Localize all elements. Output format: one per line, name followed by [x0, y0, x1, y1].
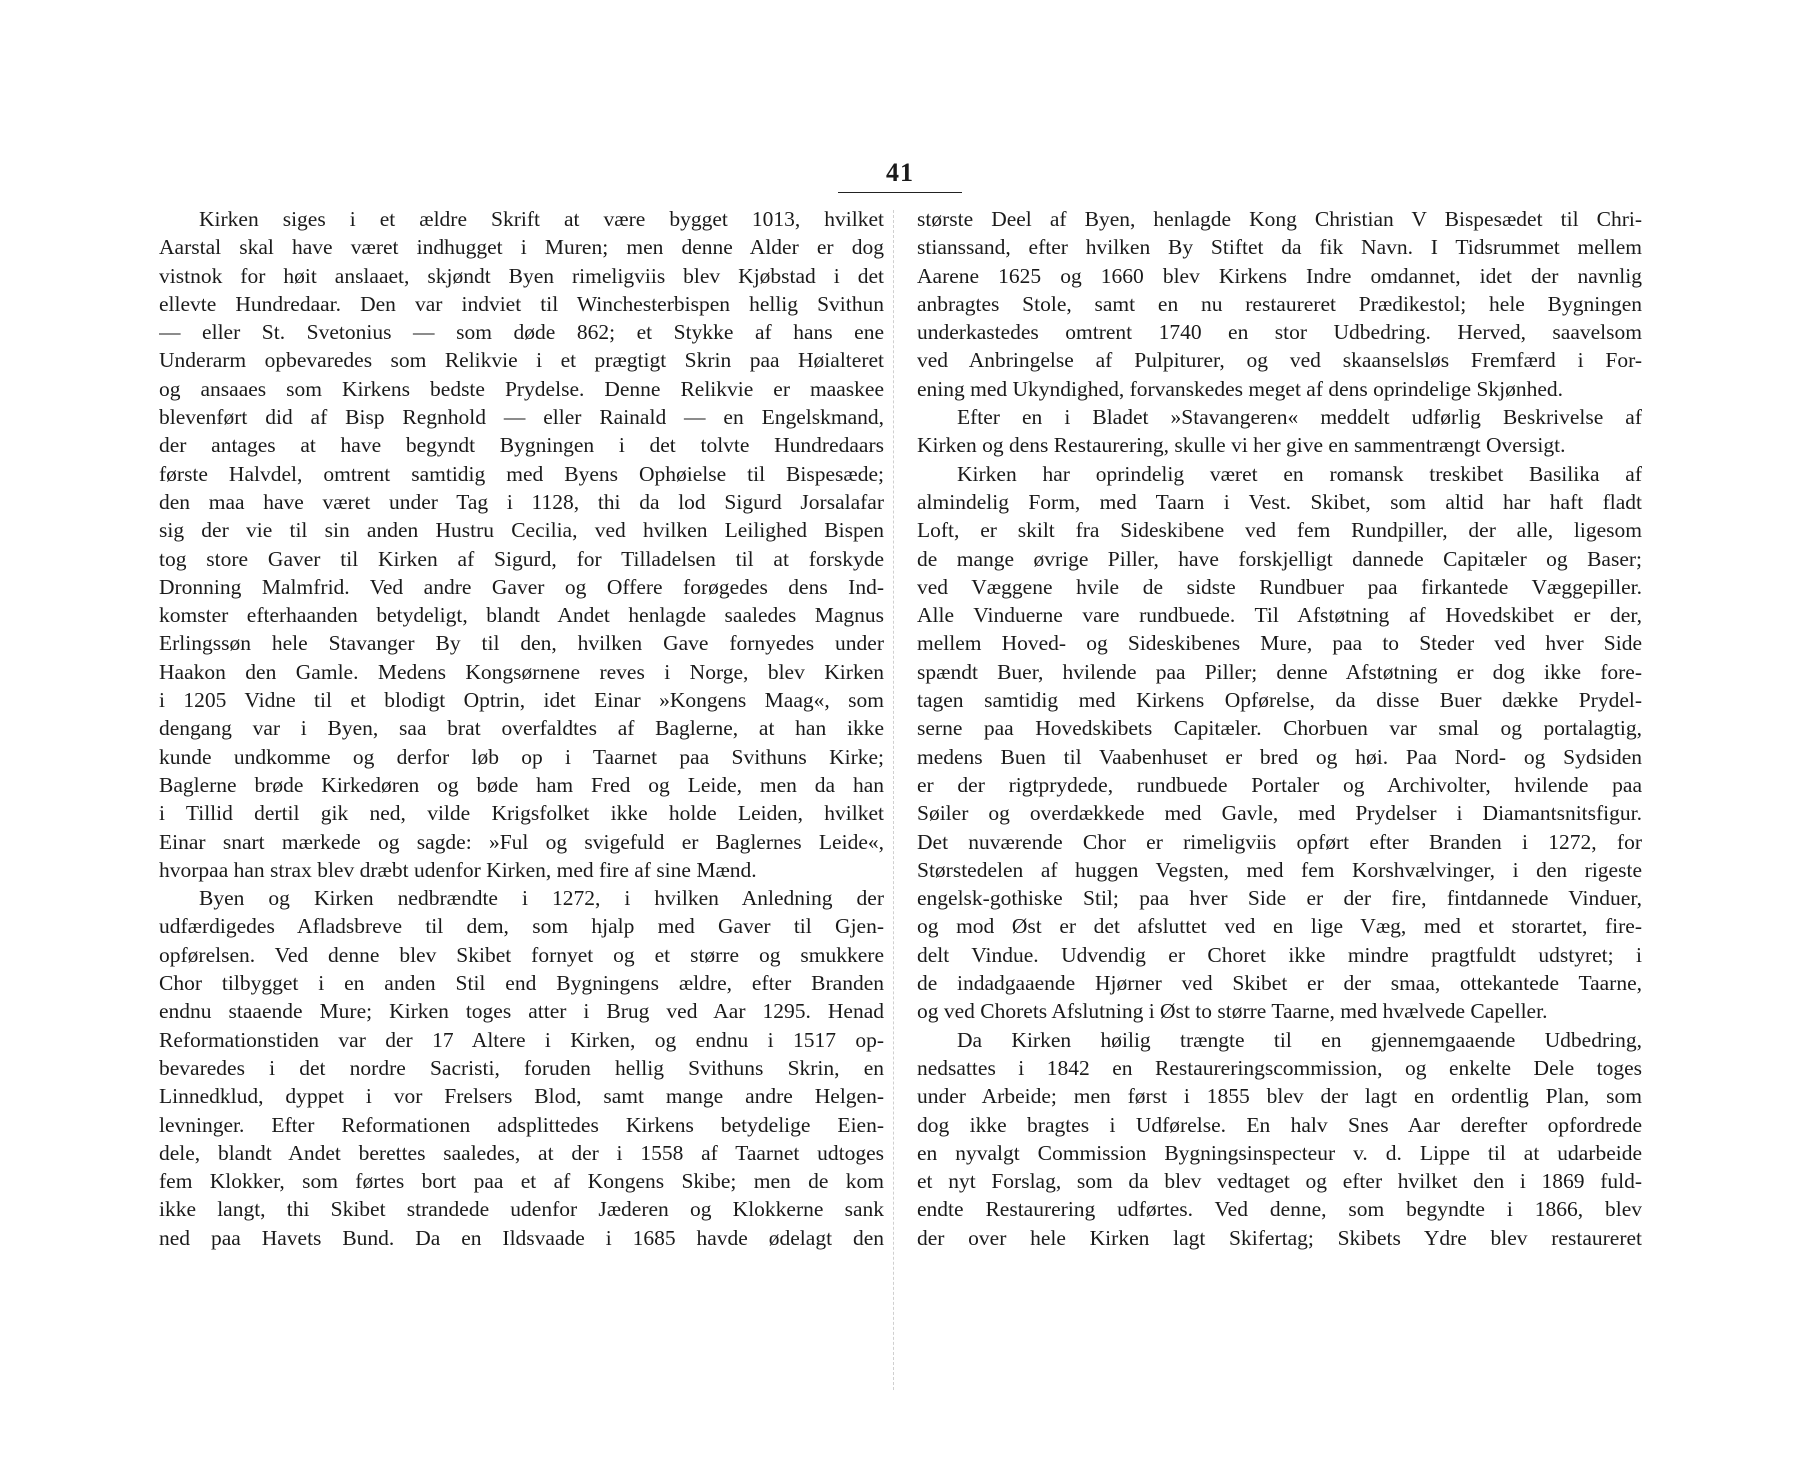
text-line: almindelig Form, med Taarn i Vest. Skibet, som altid har haft fladt: [917, 489, 1642, 514]
text-line: Kirken siges i et ældre Skrift at være bygget 1013, hvilket: [199, 207, 884, 231]
text-line: stianssand, efter hvilken By Stiftet da fik Navn. I Tidsrummet mellem: [917, 235, 1642, 260]
column-divider: [893, 210, 894, 1390]
text-line: delt Vindue. Udvendig er Choret ikke mindre pragtfuldt udstyret; i: [917, 942, 1642, 967]
left-text-column: [159, 205, 884, 1252]
text-line: og ved Chorets Afslutning i Øst to større Taarne, med hvælvede Capeller.: [917, 999, 1548, 1024]
text-line: den maa have været under Tag i 1128, thi da lod Sigurd Jorsalafar: [159, 489, 884, 514]
text-line: Kirken og dens Restaurering, skulle vi her give en sammentrængt Oversigt.: [917, 433, 1566, 458]
text-line: Det nuværende Chor er rimeligviis opført efter Branden i 1272, for: [917, 829, 1642, 854]
text-line: vistnok for høit anslaaet, skjøndt Byen rimeligviis blev Kjøbstad i det: [159, 263, 884, 288]
text-line: Søiler og overdækkede med Gavle, med Prydelser i Diamantsnitsfigur.: [917, 801, 1642, 826]
text-line: ikke langt, thi Skibet strandede udenfor Jæderen og Klokkerne sank: [159, 1197, 884, 1222]
text-line: spændt Buer, hvilende paa Piller; denne Afstøtning er dog ikke fore-: [917, 659, 1642, 684]
text-line: Byen og Kirken nedbrændte i 1272, i hvilken Anledning der: [199, 886, 884, 911]
text-line: medens Buen til Vaabenhuset er bred og høi. Paa Nord- og Sydsiden: [917, 744, 1642, 769]
text-line: tagen samtidig med Kirkens Opførelse, da disse Buer dække Prydel-: [917, 688, 1642, 713]
text-line: underkastedes omtrent 1740 en stor Udbedring. Herved, saavelsom: [917, 320, 1642, 345]
text-line: blevenført did af Bisp Regnhold — eller Rainald — en Engelskmand,: [159, 405, 884, 430]
text-line: Chor tilbygget i en anden Stil end Bygningens ældre, efter Branden: [159, 971, 884, 996]
text-line: Einar snart mærkede og sagde: »Ful og svigefuld er Baglernes Leide«,: [159, 829, 884, 854]
text-line: Underarm opbevaredes som Relikvie i et prægtigt Skrin paa Høialteret: [159, 348, 884, 373]
text-line: sig der vie til sin anden Hustru Cecilia, ved hvilken Leilighed Bispen: [159, 518, 884, 543]
text-line: ved Væggene hvile de sidste Rundbuer paa firkantede Væggepiller.: [917, 574, 1642, 599]
text-line: komster efterhaanden betydeligt, blandt Andet henlagde saaledes Magnus: [159, 603, 884, 628]
text-line: dele, blandt Andet berettes saaledes, at der i 1558 af Taarnet udtoges: [159, 1140, 884, 1165]
text-line: i 1205 Vidne til et blodigt Optrin, idet Einar »Kongens Maag«, som: [159, 688, 884, 713]
page-number: 41: [886, 158, 914, 187]
text-line: engelsk-gothiske Stil; paa hver Side er der fire, fintdannede Vinduer,: [917, 886, 1642, 911]
text-line: ned paa Havets Bund. Da en Ildsvaade i 1685 havde ødelagt den: [159, 1225, 884, 1250]
text-line: nedsattes i 1842 en Restaureringscommission, og enkelte Dele toges: [917, 1055, 1642, 1080]
text-line: hvorpaa han strax blev dræbt udenfor Kirken, med fire af sine Mænd.: [159, 857, 757, 882]
text-line: og ansaaes som Kirkens bedste Prydelse. Denne Relikvie er maaskee: [159, 376, 884, 401]
text-line: dengang var i Byen, saa brat overfaldtes af Baglerne, at han ikke: [159, 716, 884, 741]
text-line: Størstedelen af huggen Vegsten, med fem Korshvælvinger, i den rigeste: [917, 857, 1642, 882]
text-line: — eller St. Svetonius — som døde 862; et Stykke af hans ene: [159, 320, 884, 345]
text-line: Reformationstiden var der 17 Altere i Kirken, og endnu i 1517 op-: [159, 1027, 884, 1052]
text-line: ellevte Hundredaar. Den var indviet til Winchesterbispen hellig Svithun: [159, 291, 884, 316]
text-line: største Deel af Byen, henlagde Kong Christian V Bispesædet til Chri-: [917, 207, 1642, 231]
text-line: tog store Gaver til Kirken af Sigurd, for Tilladelsen til at forskyde: [159, 546, 884, 571]
text-line: fem Klokker, som førtes bort paa et af Kongens Skibe; men de kom: [159, 1169, 884, 1194]
text-line: ening med Ukyndighed, forvanskedes meget af dens oprindelige Skjønhed.: [917, 376, 1564, 401]
text-line: Efter en i Bladet »Stavangeren« meddelt udførlig Beskrivelse af: [957, 405, 1642, 430]
text-line: opførelsen. Ved denne blev Skibet fornyet og et større og smukkere: [159, 942, 884, 967]
text-line: Erlingssøn hele Stavanger By til den, hvilken Gave fornyedes under: [159, 631, 884, 656]
text-line: Aarstal skal have været indhugget i Muren; men denne Alder er dog: [159, 235, 884, 260]
text-line: kunde undkomme og derfor løb op i Taarnet paa Svithuns Kirke;: [159, 744, 884, 769]
text-line: i Tillid dertil gik ned, vilde Krigsfolket ikke holde Leiden, hvilket: [159, 801, 884, 826]
text-line: Loft, er skilt fra Sideskibene ved fem Rundpiller, der alle, ligesom: [917, 518, 1642, 543]
text-line: bevaredes i det nordre Sacristi, foruden hellig Svithuns Skrin, en: [159, 1055, 884, 1080]
text-line: under Arbeide; men først i 1855 blev der lagt en ordentlig Plan, som: [917, 1084, 1642, 1109]
text-line: et nyt Forslag, som da blev vedtaget og efter hvilket den i 1869 fuld-: [917, 1169, 1642, 1194]
text-line: Alle Vinduerne vare rundbuede. Til Afstøtning af Hovedskibet er der,: [917, 603, 1642, 628]
text-line: Linnedklud, dyppet i vor Frelsers Blod, samt mange andre Helgen-: [159, 1084, 884, 1109]
text-line: første Halvdel, omtrent samtidig med Byens Ophøielse til Bispesæde;: [159, 461, 884, 486]
text-line: ved Anbringelse af Pulpiturer, og ved skaanselsløs Fremfærd i For-: [917, 348, 1642, 373]
text-line: dog ikke bragtes i Udførelse. En halv Snes Aar derefter opfordrede: [917, 1112, 1642, 1137]
text-line: Dronning Malmfrid. Ved andre Gaver og Offere forøgedes dens Ind-: [159, 574, 884, 599]
page-number-rule: [838, 192, 962, 193]
text-line: endte Restaurering udførtes. Ved denne, som begyndte i 1866, blev: [917, 1197, 1642, 1222]
text-line: Baglerne brøde Kirkedøren og bøde ham Fred og Leide, men da han: [159, 772, 884, 797]
text-line: anbragtes Stole, samt en nu restaureret Prædikestol; hele Bygningen: [917, 291, 1642, 316]
text-line: en nyvalgt Commission Bygningsinspecteur v. d. Lippe til at udarbeide: [917, 1140, 1642, 1165]
text-line: Haakon den Gamle. Medens Kongsørnene reves i Norge, blev Kirken: [159, 659, 884, 684]
right-text-column: [917, 205, 1642, 1252]
text-line: Kirken har oprindelig været en romansk treskibet Basilika af: [957, 461, 1642, 486]
text-line: og mod Øst er det afsluttet ved en lige Væg, med et storartet, fire-: [917, 914, 1642, 939]
text-line: Da Kirken høilig trængte til en gjennemgaaende Udbedring,: [957, 1027, 1642, 1052]
text-line: Aarene 1625 og 1660 blev Kirkens Indre omdannet, idet der navnlig: [917, 263, 1642, 288]
text-line: de indadgaaende Hjørner ved Skibet er der smaa, ottekantede Taarne,: [917, 971, 1642, 996]
text-line: er der rigtprydede, rundbuede Portaler og Archivolter, hvilende paa: [917, 772, 1642, 797]
text-line: mellem Hoved- og Sideskibenes Mure, paa to Steder ved hver Side: [917, 631, 1642, 656]
text-line: serne paa Hovedskibets Capitæler. Chorbuen var smal og portalagtig,: [917, 716, 1642, 741]
text-line: de mange øvrige Piller, have forskjelligt dannede Capitæler og Baser;: [917, 546, 1642, 571]
text-line: levninger. Efter Reformationen adsplittedes Kirkens betydelige Eien-: [159, 1112, 884, 1137]
text-line: endnu staaende Mure; Kirken toges atter i Brug ved Aar 1295. Henad: [159, 999, 884, 1024]
text-line: udfærdigedes Afladsbreve til dem, som hjalp med Gaver til Gjen-: [159, 914, 884, 939]
text-line: der over hele Kirken lagt Skifertag; Skibets Ydre blev restaureret: [917, 1225, 1642, 1250]
text-line: der antages at have begyndt Bygningen i det tolvte Hundredaars: [159, 433, 884, 458]
